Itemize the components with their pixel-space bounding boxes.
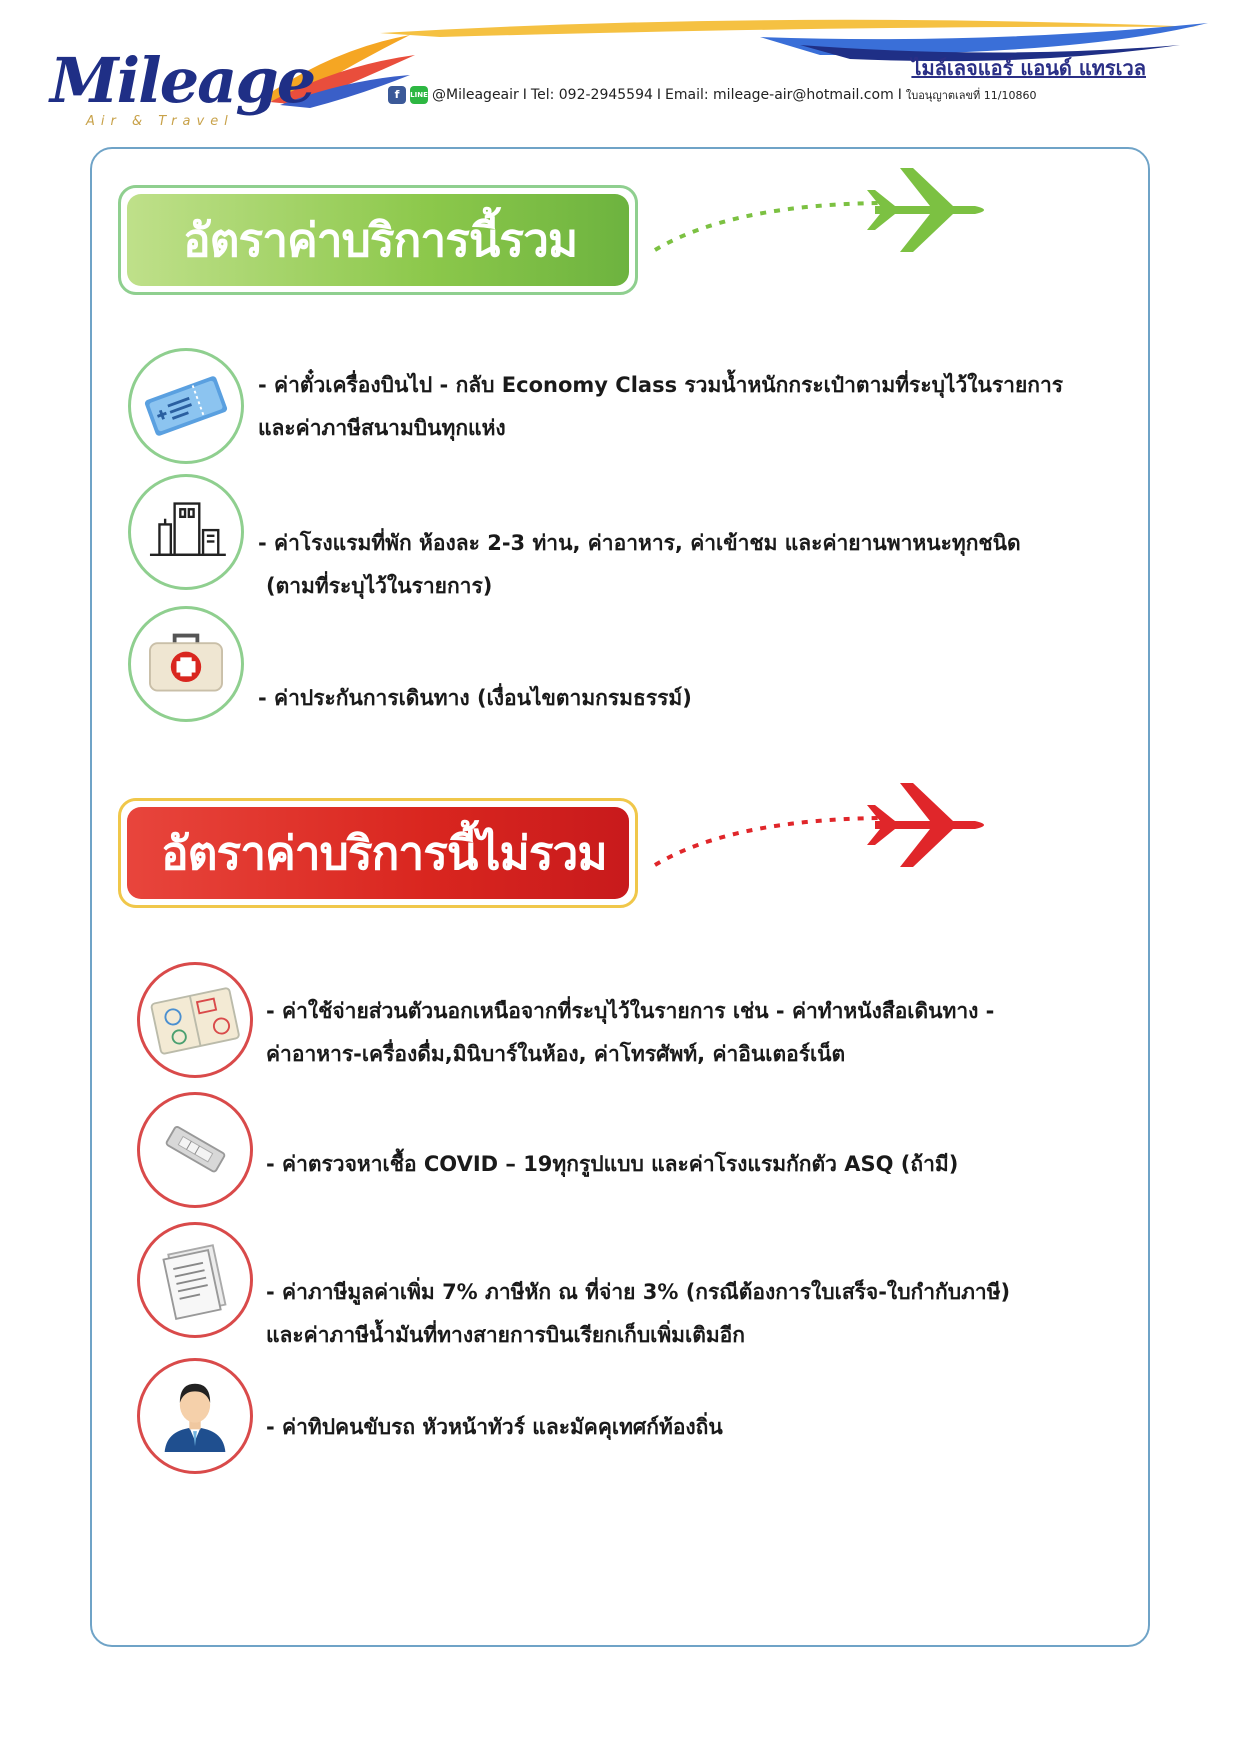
red-plane-icon (650, 780, 1000, 890)
document-icon (137, 1222, 253, 1338)
separator: I (897, 87, 902, 103)
excluded-item-tips: - ค่าทิปคนขับรถ หัวหน้าทัวร์ และมัคคุเทศก์ท้องถิ่น (266, 1415, 723, 1439)
excluded-item-personal: - ค่าใช้จ่ายส่วนตัวนอกเหนือจากที่ระบุไว้ในรายการ เช่น - ค่าทำหนังสือเดินทาง - ค่าอาหาร-เครื่องดื่ม,มินิบาร์ในห้อง, ค่าโทรศัพท์, ค่าอินเตอร์เน็ต (266, 999, 995, 1066)
license-number: ใบอนุญาตเลขที่ 11/10860 (905, 89, 1037, 102)
logo-wordmark: Mileage (50, 44, 315, 117)
hotel-icon (128, 474, 244, 590)
excluded-banner (118, 798, 638, 908)
line-app-icon: LINE (410, 86, 428, 104)
included-banner (118, 185, 638, 295)
test-kit-icon (137, 1092, 253, 1208)
person-icon (137, 1358, 253, 1474)
included-item-ticket: - ค่าตั๋วเครื่องบินไป - กลับ Economy Class รวมน้ำหนักกระเป๋าตามที่ระบุไว้ในรายการ และค่าภาษีสนามบินทุกแห่ง (258, 373, 1064, 440)
company-logo (50, 30, 390, 130)
ticket-icon (128, 348, 244, 464)
facebook-icon: f (388, 86, 406, 104)
separator: I (656, 87, 662, 103)
separator: I (522, 87, 527, 103)
contact-line (388, 86, 1036, 104)
telephone: Tel: 092-2945594 (530, 87, 653, 103)
excluded-title: อัตราค่าบริการนี้ไม่รวม (127, 807, 629, 899)
excluded-item-covid: - ค่าตรวจหาเชื้อ COVID – 19ทุกรูปแบบ และค่าโรงแรมกักตัว ASQ (ถ้ามี) (266, 1152, 959, 1176)
excluded-item-tax: - ค่าภาษีมูลค่าเพิ่ม 7% ภาษีหัก ณ ที่จ่าย 3% (กรณีต้องการใบเสร็จ-ใบกำกับภาษี) และค่าภาษีน้ำมันที่ทางสายการบินเรียกเก็บเพิ่มเติมอีก (266, 1280, 1011, 1347)
first-aid-icon (128, 606, 244, 722)
green-plane-icon (650, 165, 1000, 275)
included-item-hotel: - ค่าโรงแรมที่พัก ห้องละ 2-3 ท่าน, ค่าอาหาร, ค่าเข้าชม และค่ายานพาหนะทุกชนิด (ตามที่ระบุไว้ในรายการ) (258, 531, 1021, 598)
logo-subtext: Air & Travel (86, 114, 234, 129)
included-title: อัตราค่าบริการนี้รวม (127, 194, 629, 286)
included-item-insurance: - ค่าประกันการเดินทาง (เงื่อนไขตามกรมธรรม์) (258, 686, 692, 710)
social-handle: @Mileageair (432, 87, 519, 103)
email: Email: mileage-air@hotmail.com (665, 87, 894, 103)
passport-icon (137, 962, 253, 1078)
company-name-thai: ไมล์เลจแอร์ แอนด์ แทรเวล (911, 56, 1146, 80)
